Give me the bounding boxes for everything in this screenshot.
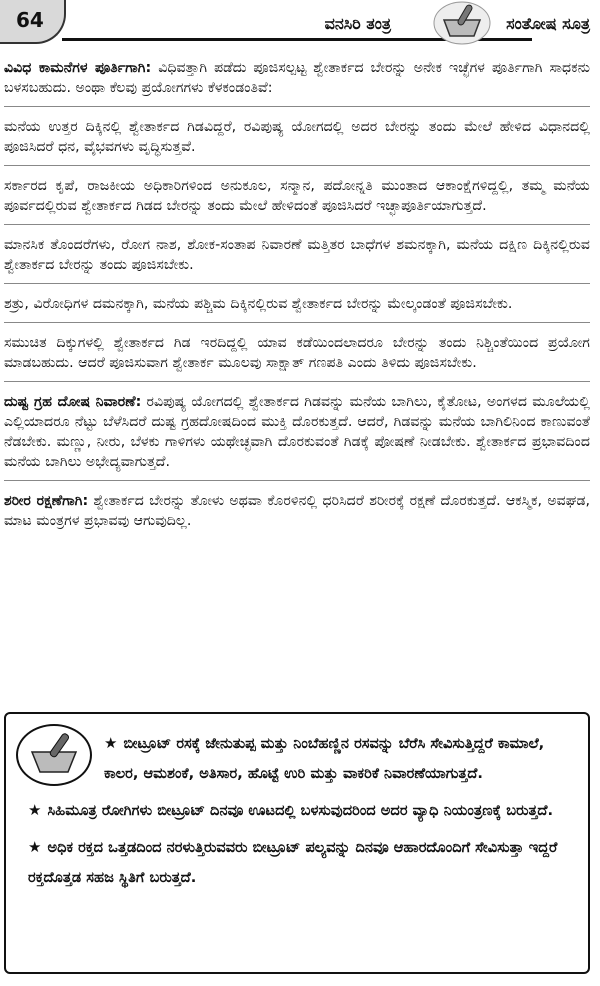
mortar-pestle-icon: [432, 0, 492, 46]
paragraph-intro: [4, 58, 590, 107]
article-body: [4, 58, 590, 541]
star-bullet-icon: ★: [104, 734, 118, 752]
paragraph-heading: ದುಷ್ಟ ಗ್ರಹ ದೋಷ ನಿವಾರಣೆ:: [4, 394, 142, 410]
paragraph-graha-dosha: [4, 392, 590, 481]
page-header: [0, 0, 600, 48]
paragraph: [4, 176, 590, 225]
paragraph-heading: ವಿವಿಧ ಕಾಮನೆಗಳ ಪೂರ್ತಿಗಾಗಿ:: [4, 60, 152, 76]
paragraph-text: ಮನೆಯ ಉತ್ತರ ದಿಕ್ಕಿನಲ್ಲಿ ಶ್ವೇತಾರ್ಕದ ಗಿಡವಿದ್ದರೆ, ರವಿಪುಷ್ಯ ಯೋಗದಲ್ಲಿ ಅದರ ಬೇರನ್ನು ತಂದು ಮೇಲೆ ಹೇಳಿದ ವಿಧಾನದಲ್ಲಿ ಪೂಜಿಸಿದರೆ ಧನ, ವೈಭವಗಳು ವೃದ್ಧಿಸುತ್ತವೆ.: [4, 119, 590, 155]
paragraph: [4, 117, 590, 166]
tip-text: ಬೀಟ್ರೂಟ್ ರಸಕ್ಕೆ ಜೇನುತುಪ್ಪ ಮತ್ತು ನಿಂಬೆಹಣ್ಣಿನ ರಸವನ್ನು ಬೆರೆಸಿ ಸೇವಿಸುತ್ತಿದ್ದರೆ ಕಾಮಾಲೆ, ಕಾಲರ, ಆಮಶಂಕೆ, ಅತಿಸಾರ, ಹೊಟ್ಟೆ ಉರಿ ಮತ್ತು ವಾಕರಿಕೆ ನಿವಾರಣೆಯಾಗುತ್ತದೆ.: [104, 735, 545, 782]
paragraph: [4, 294, 590, 323]
paragraph-text: ರವಿಪುಷ್ಯ ಯೋಗದಲ್ಲಿ ಶ್ವೇತಾರ್ಕದ ಗಿಡವನ್ನು ಮನೆಯ ಬಾಗಿಲು, ಕೈತೋಟ, ಅಂಗಳದ ಮೂಲೆಯಲ್ಲಿ ಎಲ್ಲಿಯಾದರೂ ನೆಟ್ಟು ಬೆಳೆಸಿದರೆ ದುಷ್ಟ ಗ್ರಹದೋಷದಿಂದ ಮುಕ್ತಿ ದೊರಕುತ್ತದೆ. ಆದರೆ, ಗಿಡವನ್ನು ಮನೆಯ ಬಾಗಿಲಿನಿಂದ ಕಾಣುವಂತೆ ನೆಡಬೇಕು. ಮಣ್ಣು, ನೀರು, ಬೆಳಕು ಗಾಳಿಗಳು ಯಥೇಚ್ಛವಾಗಿ ದೊರಕುವಂತೆ ಗಿಡಕ್ಕೆ ಪೋಷಣೆ ನೀಡಬೇಕು. ಶ್ವೇತಾರ್ಕದ ಪ್ರಭಾವದಿಂದ ಮನೆಯ ಬಾಗಿಲು ಅಭೇದ್ಯವಾಗುತ್ತದೆ.: [4, 394, 590, 470]
paragraph-text: ಶ್ವೇತಾರ್ಕದ ಬೇರನ್ನು ತೋಳು ಅಥವಾ ಕೊರಳಿನಲ್ಲಿ ಧರಿಸಿದರೆ ಶರೀರಕ್ಕೆ ರಕ್ಷಣೆ ದೊರಕುತ್ತದೆ. ಆಕಸ್ಮಿಕ, ಅವಘಡ, ಮಾಟ ಮಂತ್ರಗಳ ಪ್ರಭಾವವು ಆಗುವುದಿಲ್ಲ.: [4, 493, 590, 529]
paragraph-sharira-raksha: [4, 491, 590, 531]
page-number-tab: [0, 0, 66, 44]
paragraph-text: ವಿಧಿವತ್ತಾಗಿ ಪಡೆದು ಪೂಜಿಸಲ್ಪಟ್ಟ ಶ್ವೇತಾರ್ಕದ ಬೇರನ್ನು ಅನೇಕ ಇಚ್ಛೆಗಳ ಪೂರ್ತಿಗಾಗಿ ಸಾಧಕನು ಬಳಸಬಹುದು. ಅಂಥಾ ಕೆಲವು ಪ್ರಯೋಗಗಳು ಕೆಳಕಂಡಂತಿವೆ:: [4, 60, 590, 96]
paragraph-text: ಸರ್ಕಾರದ ಕೃಪೆ, ರಾಜಕೀಯ ಅಧಿಕಾರಿಗಳಿಂದ ಅನುಕೂಲ, ಸನ್ಮಾನ, ಪದೋನ್ನತಿ ಮುಂತಾದ ಆಕಾಂಕ್ಷೆಗಳಿದ್ದಲ್ಲಿ, ತಮ್ಮ ಮನೆಯ ಪೂರ್ವದಲ್ಲಿರುವ ಶ್ವೇತಾರ್ಕದ ಗಿಡದ ಬೇರನ್ನು ತಂದು ಮೇಲೆ ಹೇಳಿದಂತೆ ಪೂಜಿಸಿದರೆ ಇಚ್ಛಾಪೂರ್ತಿಯಾಗುತ್ತದೆ.: [4, 178, 590, 214]
paragraph-heading: ಶರೀರ ರಕ್ಷಣೆಗಾಗಿ:: [4, 493, 89, 509]
tip-text: ಸಿಹಿಮೂತ್ರ ರೋಗಿಗಳು ಬೀಟ್ರೂಟ್ ದಿನವೂ ಊಟದಲ್ಲಿ ಬಳಸುವುದರಿಂದ ಅದರ ವ್ಯಾಧಿ ನಿಯಂತ್ರಣಕ್ಕೆ ಬರುತ್ತದೆ.: [47, 802, 553, 819]
page-number: 64: [16, 8, 44, 32]
tips-list: [28, 728, 580, 899]
paragraph: [4, 333, 590, 382]
star-bullet-icon: ★: [28, 801, 42, 819]
book-title: ವನಸಿರಿ ತಂತ್ರ: [321, 14, 395, 34]
tip-text: ಅಧಿಕ ರಕ್ತದ ಒತ್ತಡದಿಂದ ನರಳುತ್ತಿರುವವರು ಬೀಟ್ರೂಟ್ ಪಲ್ಯವನ್ನು ದಿನವೂ ಆಹಾರದೊಂದಿಗೆ ಸೇವಿಸುತ್ತಾ ಇದ್ದರೆ ರಕ್ತದೊತ್ತಡ ಸಹಜ ಸ್ಥಿತಿಗೆ ಬರುತ್ತದೆ.: [28, 839, 558, 886]
star-bullet-icon: ★: [28, 838, 42, 856]
tip-item: [28, 728, 580, 789]
tip-item: [28, 795, 580, 826]
tip-item: [28, 832, 580, 893]
health-tips-box: [4, 712, 590, 974]
series-title: ಸಂತೋಷ ಸೂತ್ರ: [502, 14, 594, 34]
paragraph: [4, 235, 590, 284]
paragraph-text: ಸಮುಚಿತ ದಿಕ್ಕುಗಳಲ್ಲಿ ಶ್ವೇತಾರ್ಕದ ಗಿಡ ಇರದಿದ್ದಲ್ಲಿ ಯಾವ ಕಡೆಯಿಂದಲಾದರೂ ಬೇರನ್ನು ತಂದು ನಿಶ್ಚಿಂತೆಯಿಂದ ಪ್ರಯೋಗ ಮಾಡಬಹುದು. ಆದರೆ ಪೂಜಿಸುವಾಗ ಶ್ವೇತಾರ್ಕ ಮೂಲವು ಸಾಕ್ಷಾತ್ ಗಣಪತಿ ಎಂದು ತಿಳಿದು ಪೂಜಿಸಬೇಕು.: [4, 335, 590, 371]
paragraph-text: ಮಾನಸಿಕ ತೊಂದರೆಗಳು, ರೋಗ ನಾಶ, ಶೋಕ-ಸಂತಾಪ ನಿವಾರಣೆ ಮತ್ತಿತರ ಬಾಧೆಗಳ ಶಮನಕ್ಕಾಗಿ, ಮನೆಯ ದಕ್ಷಿಣ ದಿಕ್ಕಿನಲ್ಲಿರುವ ಶ್ವೇತಾರ್ಕದ ಬೇರನ್ನು ತಂದು ಪೂಜಿಸಬೇಕು.: [4, 237, 590, 273]
paragraph-text: ಶತ್ರು, ವಿರೋಧಿಗಳ ದಮನಕ್ಕಾಗಿ, ಮನೆಯ ಪಶ್ಚಿಮ ದಿಕ್ಕಿನಲ್ಲಿರುವ ಶ್ವೇತಾರ್ಕದ ಬೇರನ್ನು ಮೇಲ್ಕಂಡಂತೆ ಪೂಜಿಸಬೇಕು.: [4, 296, 513, 312]
